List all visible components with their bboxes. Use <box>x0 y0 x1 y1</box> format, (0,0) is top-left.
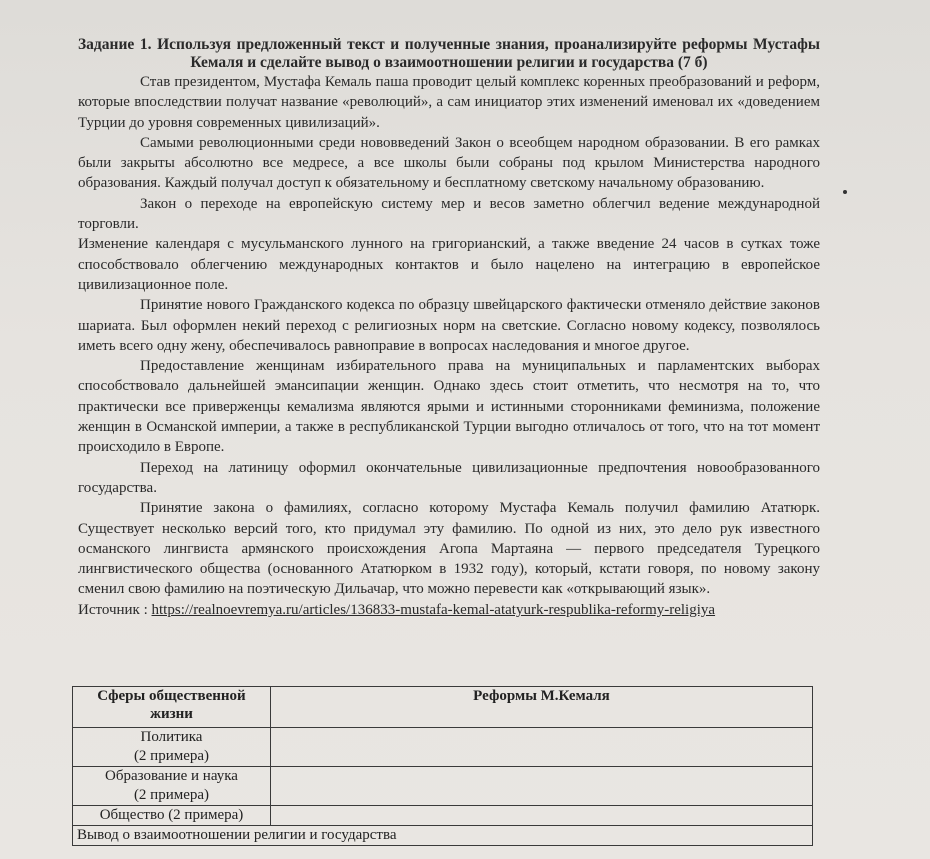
row-society-answer[interactable] <box>271 806 813 826</box>
stray-mark <box>843 190 847 194</box>
row-society: Общество (2 примера) <box>73 806 271 826</box>
header-sphere: Сферы общественной жизни <box>73 687 271 728</box>
paragraph-surnames: Принятие закона о фамилиях, согласно которому Мустафа Кемаль получил фамилию Ататюрк. Существует несколько версий того, кто придумал эту фамилию. По одной из них, это дело рук известного османского лингвиста армянского происхождения Агопа Мартаяна — первого председателя Турецкого лингвистического общества (основанного Ататюрком в 1932 году), который, кстати говоря, по новому закону сменил свою фамилию на поэтическую Дильачар, что можно перевести как «открывающий язык». <box>78 500 820 598</box>
task-title: Задание 1. Используя предложенный текст и полученные знания, проанализируйте реформы Мустафы Кемаля и сделайте вывод о взаимоотношении религии и государства (7 б) <box>78 36 820 71</box>
paragraph-intro: Став президентом, Мустафа Кемаль паша проводит целый комплекс коренных преобразований и реформ, которые впоследствии получат название «революций», а сам инициатор этих изменений именовал их «доведением Турции до уровня современных цивилизаций». <box>78 74 820 131</box>
row-politics <box>73 728 271 767</box>
source-line <box>78 600 820 620</box>
paragraph-women: Предоставление женщинам избирательного права на муниципальных и парламентских выборах способствовало дальнейшей эмансипации женщин. Однако здесь стоит отметить, что несмотря на то, что практически все приверженцы кемализма являются ярыми и истинными сторонниками феминизма, положение женщин в Османской империи, а также в республиканской Турции выгодно отличалось от того, что на тот момент происходило в Европе. <box>78 358 820 456</box>
table-row <box>73 728 813 767</box>
table-header-row <box>73 687 813 728</box>
row-politics-name: Политика <box>140 729 203 745</box>
header-reforms: Реформы М.Кемаля <box>271 687 813 728</box>
table-row <box>73 806 813 826</box>
row-education-name: Образование и наука <box>105 768 238 784</box>
paragraph-latin: Переход на латиницу оформил окончательные цивилизационные предпочтения новообразованного государства. <box>78 459 820 496</box>
conclusion-row[interactable]: Вывод о взаимоотношении религии и государства <box>73 826 813 846</box>
table-row <box>73 767 813 806</box>
source-label: Источник : <box>78 601 152 618</box>
row-education-note: (2 примера) <box>133 787 210 803</box>
reforms-table <box>72 686 813 846</box>
paragraph-measures: Закон о переходе на европейскую систему мер и весов заметно облегчил ведение международной торговли. <box>78 195 820 233</box>
paragraph-education: Самыми революционными среди нововведений Закон о всеобщем народном образовании. В его рамках были закрыты абсолютно все медресе, а все школы были собраны под крылом Министерства народного образования. Каждый получал доступ к обязательному и бесплатному светскому начальному образованию. <box>78 134 820 192</box>
row-politics-answer[interactable] <box>271 728 813 767</box>
task-text <box>78 36 820 620</box>
paragraph-calendar: Изменение календаря с мусульманского лунного на григорианский, а также введение 24 часов в сутках тоже способствовало облегчению международных контактов и было нацелено на интеграцию в европейское цивилизационное поле. <box>78 236 820 293</box>
paragraph-civil-code: Принятие нового Гражданского кодекса по образцу швейцарского фактически отменяло действие законов шариата. Был оформлен некий переход с религиозных норм на светские. Согласно новому кодексу, позволялось иметь всего одну жену, обеспечивалось равноправие в вопросах наследования и многое другое. <box>78 297 820 354</box>
table-row <box>73 826 813 846</box>
row-education-answer[interactable] <box>271 767 813 806</box>
source-link[interactable]: https://realnoevremya.ru/articles/136833-mustafa-kemal-atatyurk-respublika-reformy-religiya <box>151 601 716 618</box>
row-politics-note: (2 примера) <box>133 748 210 764</box>
row-education <box>73 767 271 806</box>
